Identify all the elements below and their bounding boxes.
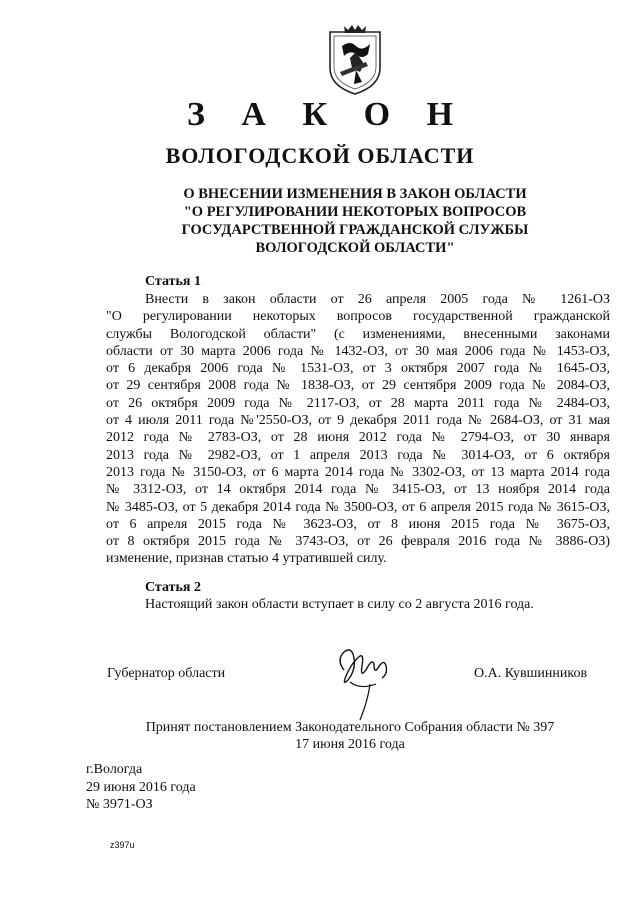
article-line: 2013 года № 2982-ОЗ, от 1 апреля 2013 года № 3014-ОЗ, от 6 октября	[106, 447, 610, 463]
issue-date: 29 июня 2016 года	[86, 779, 196, 795]
article-line: "О регулировании некоторых вопросов государственной гражданской	[106, 309, 610, 325]
adoption-note	[0, 719, 640, 753]
subtitle-line: ВОЛОГОДСКОЙ ОБЛАСТИ"	[255, 240, 455, 256]
coat-of-arms-icon	[326, 24, 384, 96]
article-line: 2013 года № 3150-ОЗ, от 6 марта 2014 года № 3302-ОЗ, от 13 марта 2014 года	[106, 464, 610, 480]
document-title: З А К О Н	[186, 96, 468, 133]
article-line: Внести в закон области от 26 апреля 2005 года № 1261-ОЗ	[145, 292, 610, 307]
article-line: от 4 июля 2011 года №'2550-ОЗ, от 9 декабря 2011 года № 2684-ОЗ, от 31 мая	[106, 413, 610, 429]
region-title: ВОЛОГОДСКОЙ ОБЛАСТИ	[165, 143, 475, 168]
adoption-date: 17 июня 2016 года	[295, 737, 405, 752]
article-line: области от 30 марта 2006 года № 1432-ОЗ, от 30 мая 2006 года № 1453-ОЗ,	[106, 343, 610, 359]
issue-details	[86, 761, 196, 814]
governor-name: О.А. Кувшинников	[474, 666, 588, 681]
article-line: службы Вологодской области" (с изменениями, внесенными законами	[106, 326, 610, 342]
subtitle-line: "О РЕГУЛИРОВАНИИ НЕКОТОРЫХ ВОПРОСОВ	[183, 204, 527, 220]
article-line: от 6 декабря 2006 года № 1531-ОЗ, от 3 октября 2007 года № 1645-ОЗ,	[106, 361, 610, 377]
article-line: изменение, признав статью 4 утратившей силу.	[106, 551, 387, 567]
article-line: от 6 апреля 2015 года № 3623-ОЗ, от 8 июня 2015 года № 3675-ОЗ,	[106, 516, 610, 532]
article-line: 2012 года № 2783-ОЗ, от 28 июня 2012 года № 2794-ОЗ, от 30 января	[106, 430, 610, 446]
handwritten-signature	[330, 640, 392, 722]
document-code: z397u	[110, 840, 135, 850]
article-2-text: Настоящий закон области вступает в силу со 2 августа 2016 года.	[145, 597, 534, 612]
article-1-text	[106, 291, 610, 568]
issue-city: г.Вологда	[86, 762, 143, 777]
article-1-heading: Статья 1	[145, 274, 201, 289]
law-number: № 3971-ОЗ	[86, 797, 153, 812]
subtitle-line: О ВНЕСЕНИИ ИЗМЕНЕНИЯ В ЗАКОН ОБЛАСТИ	[183, 186, 527, 202]
adoption-line: Принят постановлением Законодательного Собрания области № 397	[145, 720, 555, 735]
law-subtitle	[150, 185, 560, 257]
article-line: от 29 сентября 2008 года № 1838-ОЗ, от 29 сентября 2009 года № 2084-ОЗ,	[106, 378, 610, 394]
article-2-heading: Статья 2	[145, 580, 201, 595]
article-line: № 3312-ОЗ, от 14 октября 2014 года № 3415-ОЗ, от 13 ноября 2014 года	[106, 482, 610, 498]
governor-title: Губернатор области	[107, 666, 226, 681]
article-line: от 26 октября 2009 года № 2117-ОЗ, от 28 марта 2011 года № 2484-ОЗ,	[106, 395, 610, 411]
article-line: № 3485-ОЗ, от 5 декабря 2014 года № 3500-ОЗ, от 6 апреля 2015 года № 3615-ОЗ,	[106, 499, 610, 515]
article-line: от 8 октября 2015 года № 3743-ОЗ, от 26 февраля 2016 года № 3886-ОЗ)	[106, 534, 610, 550]
subtitle-line: ГОСУДАРСТВЕННОЙ ГРАЖДАНСКОЙ СЛУЖБЫ	[181, 222, 529, 238]
